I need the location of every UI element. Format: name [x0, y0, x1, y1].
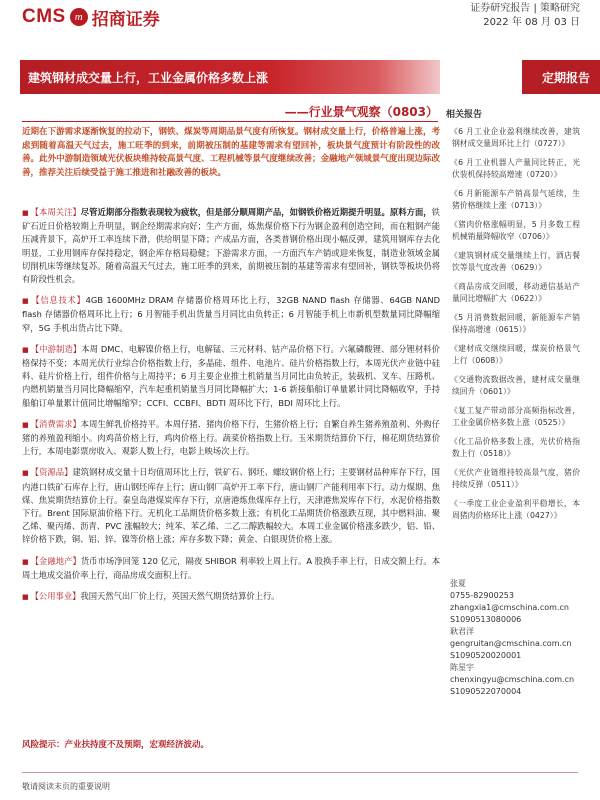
section-text: 铁矿石近日价格较期上升明显，钢企经期需求向好；生产方面，炼焦煤价格下行为钢企盈利创造空间，而在粗钢产能压减背景下，高炉开工率连续下滑，供给明显下降；产成品方面，各类普钢价格出现小幅反弹，建筑用钢库存去化明显，工业用钢库存保持稳定，钢企库存格局稳健；下游需求方面，一方面汽车产销或迎来恢复，制造业领域金属切削机床等继续复苏。随着高温天气过去，施工旺季的到来，前期被压制的基建等需求有望回补，钢铁等板块仍将有阶段性机会。 — [22, 207, 440, 285]
logo-text: CMS — [22, 6, 66, 27]
related-report-link[interactable]: 《建筑钢材成交量继续上行，酒店餐饮等景气度改善（0629）》 — [450, 251, 580, 272]
section-it — [22, 294, 440, 335]
analyst-email[interactable]: chenxingyu@cmschina.com.cn — [450, 675, 575, 684]
section-tag: 【金融地产】 — [30, 555, 81, 566]
title-divider — [22, 121, 438, 122]
risk-warning: 风险提示：产业扶持度不及预期，宏观经济波动。 — [22, 740, 210, 750]
related-reports-heading: 相关报告 — [446, 110, 483, 120]
side-banner — [522, 60, 600, 94]
related-report-link[interactable]: 《6 月工业机器人产量同比转正，光伏装机保持较高增速（0720）》 — [450, 158, 580, 179]
related-report-link[interactable]: 《光伏产业链维持较高景气度，猪价持续反弹（0511）》 — [450, 468, 580, 489]
bullet-icon: ■ — [22, 593, 29, 602]
section-text: 本周 DMC、电解镍价格上行，电解锰、三元材料、钴产品价格下行。六氟磷酸锂、部分锂材料价格保持不变；本周光伏行业综合价格指数上行，多晶硅、组件、电池片、硅片价格指数上行，本周光伏产业链中硅料、硅片价格上行，组件价格与上周持平；6 月主要企业推土机销量当月同比由负转正，装载机、叉车、压路机、内燃机销量当月同比降幅缩窄，汽车起重机销量当月同比降幅扩大；1-6 新接船舶订单量累计同比降幅收窄，手持船舶订单量累计值同比增幅缩窄；CCFI、CCBFI、BDTI 周环比下行，BDI 周环比上行。 — [22, 343, 440, 408]
report-category: 定期报告 — [541, 71, 590, 85]
sections-list — [22, 206, 440, 612]
bullet-icon: ■ — [22, 297, 30, 306]
related-report-link[interactable]: 《化工品价格多数上涨，光伏价格指数上行（0518）》 — [450, 437, 580, 458]
related-report-link[interactable]: 《复工复产带动部分高频指标改善，工业金属价格多数上涨（0525）》 — [450, 406, 580, 427]
title-banner — [20, 60, 440, 94]
related-report-link[interactable]: 《6 月工业企业盈利继续改善，建筑钢材成交量周环比上行（0727）》 — [450, 127, 580, 148]
bullet-icon: ■ — [22, 557, 29, 566]
bullet-icon: ■ — [22, 209, 29, 217]
section-bold: 尽管近期部分指数表现较为疲软，但是部分顺周期产品，如钢铁价格近期提升明显。原料方面， — [80, 207, 432, 217]
bullet-icon: ■ — [22, 420, 29, 429]
analyst-email[interactable]: zhangxia1@cmschina.com.cn — [450, 603, 569, 612]
section-consumption — [22, 418, 440, 459]
section-utilities — [22, 590, 440, 604]
analyst-contacts — [450, 578, 580, 698]
section-text: 本周生鲜乳价格持平。本周仔猪、猪肉价格下行，生猪价格上行；自繁自养生猪养殖盈利、外购仔猪的养殖盈利缩小。肉鸡苗价格上行，鸡肉价格上行。蔬菜价格指数上行。玉米期货结算价下行，棉花期货结算价上行，本周电影票房收入、观影人数上行，电影上映场次上行。 — [22, 418, 440, 457]
section-finance — [22, 555, 440, 582]
section-focus — [22, 206, 440, 286]
bullet-icon: ■ — [22, 345, 29, 354]
related-report-link[interactable]: 《一季度工业企业盈利平稳增长，本周猪肉价格环比上涨（0427）》 — [450, 499, 580, 520]
report-meta — [470, 2, 580, 30]
analyst-name: 陈星宇 — [450, 663, 474, 672]
section-tag: 【本周关注】 — [30, 207, 81, 217]
footer-note: 敬请阅读末页的重要说明 — [22, 782, 110, 791]
analyst-cert: S1090520020001 — [450, 651, 522, 660]
section-resources — [22, 466, 440, 546]
section-tag: 【信息技术】 — [31, 295, 86, 306]
section-text: 4GB 1600MHz DRAM 存储器价格周环比上行，32GB NAND flash 存储器、64GB NAND flash 存储器价格周环比上行；6 月智能手机出货量当月同比由负转正；6 月智能手机上市新机型数量同比降幅缩窄，5G 手机出货占比下降。 — [22, 295, 440, 333]
section-tag: 【中游制造】 — [30, 343, 82, 354]
section-text: 我国天然气出厂价上行，英国天然气期货结算价上行。 — [80, 591, 280, 602]
section-manufacturing — [22, 343, 440, 410]
report-title: 建筑钢材成交量上行，工业金属价格多数上涨 — [28, 71, 269, 85]
section-text: 货币市场净回笼 120 亿元，隔夜 SHIBOR 利率较上周上行。A 股换手率上行，日成交额上行。本周土地成交溢价率上行，商品房成交面积上行。 — [22, 555, 440, 580]
analyst-cert: S1090522070004 — [450, 687, 522, 696]
section-tag: 【公用事业】 — [30, 591, 81, 602]
summary-paragraph: 近期在下游需求逐渐恢复的拉动下，钢铁、煤炭等周期品景气度有所恢复。钢材成交量上行，价格普遍上涨，考虑到随着高温天气过去，施工旺季的到来，前期被压制的基建等需求有望回补，板块景气度预计有阶段性的改善。此外中游制造领域光伏板块维持较高景气度、工程机械等景气度继续改善；金融地产领域景气度出现边际改善，推荐关注后续受益于施工推进和社融改善的板块。 — [22, 127, 440, 178]
footer-divider — [22, 772, 578, 773]
section-tag: 【消费需求】 — [30, 418, 81, 429]
company-logo — [22, 4, 160, 30]
related-report-link[interactable]: 《猪肉价格涨幅明显，5 月多数工程机械销量降幅收窄（0706）》 — [450, 220, 580, 241]
logo-mark-icon: m — [70, 8, 88, 26]
analyst-phone: 0755-82900253 — [450, 591, 514, 600]
analyst-name: 张夏 — [450, 579, 466, 588]
analyst-email[interactable]: gengruitan@cmschina.com.cn — [450, 639, 572, 648]
report-date: 2022 年 08 月 03 日 — [483, 17, 580, 28]
bullet-icon: ■ — [22, 469, 29, 478]
related-report-link[interactable]: 《交通物流数据改善，建材成交量继续回升（0601）》 — [450, 375, 580, 396]
related-report-link[interactable]: 《6 月新能源车产销高景气延续，生猪价格继续上涨（0713）》 — [450, 189, 580, 210]
report-type: 证券研究报告 | 策略研究 — [470, 3, 580, 14]
analyst-name: 耿君洋 — [450, 627, 474, 636]
section-tag: 【资源品】 — [30, 467, 73, 478]
company-name: 招商证券 — [91, 9, 160, 30]
report-subtitle: ——行业景气观察（0803） — [284, 105, 438, 119]
related-report-link[interactable]: 《商品房成交回暖，移动通信基站产量同比增幅扩大（0622）》 — [450, 282, 580, 303]
section-text: 建筑钢材成交量十日均值周环比上行，铁矿石、钢坯、螺纹钢价格上行；主要钢材品种库存下行，国内港口铁矿石库存上行，唐山钢坯库存上行；唐山钢厂高炉开工率下行，唐山钢厂产能利用率下行。动力煤期、焦煤、焦炭期货结算价上行。秦皇岛港煤炭库存下行，京唐港炼焦煤库存上行，天津港焦炭库存下行，水泥价格指数下行。Brent 国际原油价格下行。无机化工品期货价格多数上涨；有机化工品期货价格涨跌互现，其中燃料油、聚乙烯、聚丙烯、沥青、PVC 涨幅较大；纯苯、苯乙烯、二乙二醇跌幅较大。本周工业金属价格涨多跌少，铝、铅、锌价格下跌，铜、铝、锌、镍等价格上涨；库存多数下降；黄金、白银现货价格上涨。 — [22, 467, 440, 545]
analyst-cert: S1090513080006 — [450, 615, 522, 624]
related-reports-sidebar — [446, 103, 580, 529]
related-report-link[interactable]: 《5 月消费数据回暖，新能源车产销保持高增速（0615）》 — [450, 313, 580, 334]
related-report-link[interactable]: 《建材成交继续回暖，煤炭价格景气上行（0608）》 — [450, 344, 580, 365]
